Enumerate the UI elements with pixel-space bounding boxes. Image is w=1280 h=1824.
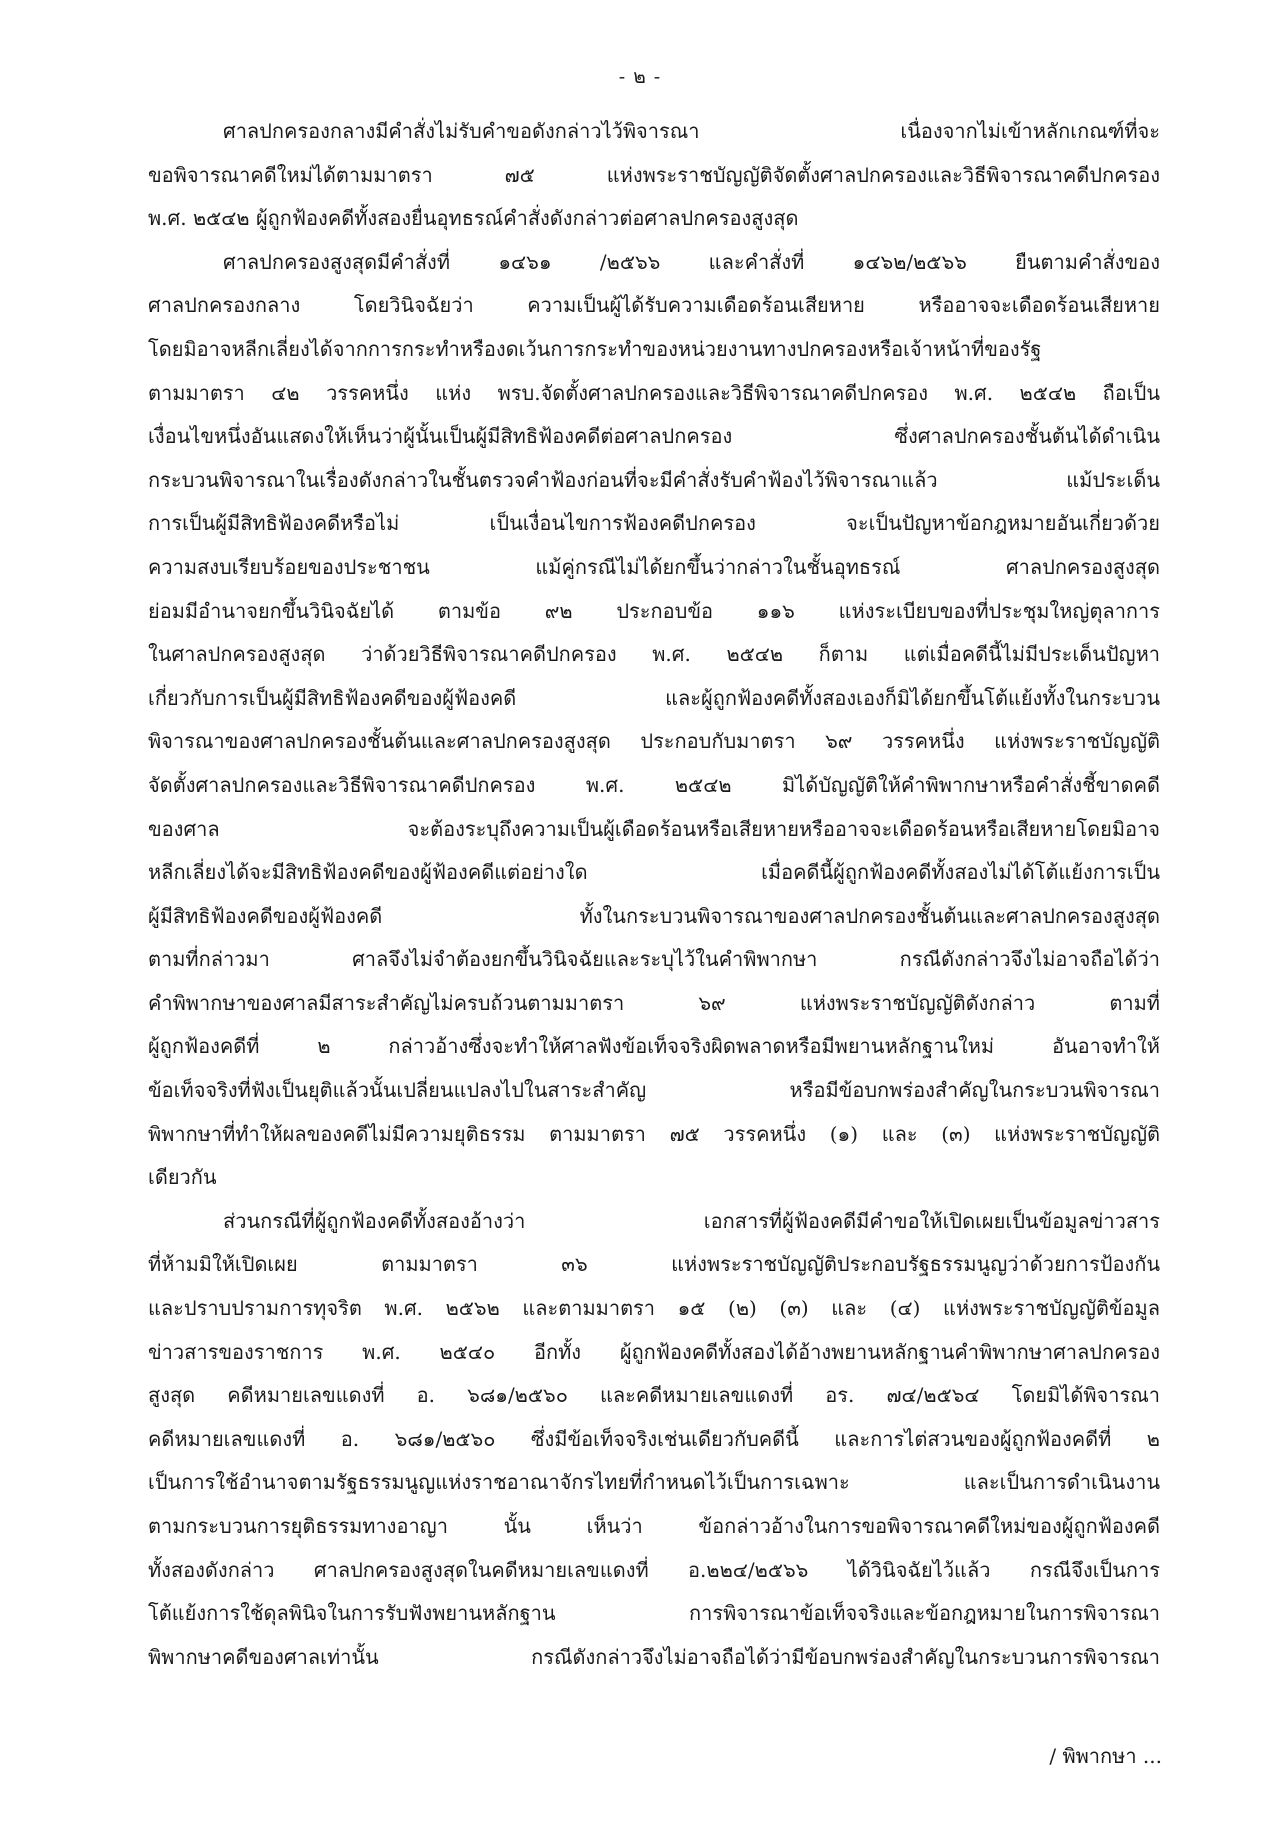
text-line: ตามกระบวนการยุติธรรมทางอาญา นั้น เห็นว่า ข้อกล่าวอ้างในการขอพิจารณาคดีใหม่ของผู้ถูกฟ้องคดี [148,1514,1160,1538]
text-line: หลีกเลี่ยงได้จะมีสิทธิฟ้องคดีของผู้ฟ้องคดีแต่อย่างใด เมื่อคดีนี้ผู้ถูกฟ้องคดีทั้งสองไม่ได้โต้แย้งการเป็น [148,860,1160,885]
continuation-marker: / พิพากษา ... [1049,1744,1162,1768]
text-line: ขอพิจารณาคดีใหม่ได้ตามมาตรา ๗๕ แห่งพระราชบัญญัติจัดตั้งศาลปกครองและวิธีพิจารณาคดีปกครอง [148,162,1160,187]
text-line: ส่วนกรณีที่ผู้ถูกฟ้องคดีทั้งสองอ้างว่า เอกสารที่ผู้ฟ้องคดีมีคำขอให้เปิดเผยเป็นข้อมูลข่าวสาร [223,1208,1160,1233]
text-line: เป็นการใช้อำนาจตามรัฐธรรมนูญแห่งราชอาณาจักรไทยที่กำหนดไว้เป็นการเฉพาะ และเป็นการดำเนินงาน [148,1470,1160,1495]
text-line: ในศาลปกครองสูงสุด ว่าด้วยวิธีพิจารณาคดีปกครอง พ.ศ. ๒๕๔๒ ก็ตาม แต่เมื่อคดีนี้ไม่มีประเด็นปัญหา [148,642,1160,667]
text-line: ผู้มีสิทธิฟ้องคดีของผู้ฟ้องคดี ทั้งในกระบวนพิจารณาของศาลปกครองชั้นต้นและศาลปกครองสูงสุด [148,903,1160,928]
text-line: ข้อเท็จจริงที่ฟังเป็นยุติแล้วนั้นเปลี่ยนแปลงไปในสาระสำคัญ หรือมีข้อบกพร่องสำคัญในกระบวนพิจารณา [148,1078,1160,1103]
text-line: ศาลปกครองกลางมีคำสั่งไม่รับคำขอดังกล่าวไว้พิจารณา เนื่องจากไม่เข้าหลักเกณฑ์ที่จะ [223,119,1160,143]
text-line: สูงสุด คดีหมายเลขแดงที่ อ. ๖๘๑/๒๕๖๐ และคดีหมายเลขแดงที่ อร. ๗๔/๒๕๖๔ โดยมิได้พิจารณา [148,1383,1160,1408]
text-line: ตามมาตรา ๔๒ วรรคหนึ่ง แห่ง พรบ.จัดตั้งศาลปกครองและวิธีพิจารณาคดีปกครอง พ.ศ. ๒๕๔๒ ถือเป็น [148,380,1160,405]
text-line: ความสงบเรียบร้อยของประชาชน แม้คู่กรณีไม่ได้ยกขึ้นว่ากล่าวในชั้นอุทธรณ์ ศาลปกครองสูงสุด [148,554,1160,579]
text-line: ข่าวสารของราชการ พ.ศ. ๒๕๔๐ อีกทั้ง ผู้ถูกฟ้องคดีทั้งสองได้อ้างพยานหลักฐานคำพิพากษาศาลปกครอง [148,1339,1160,1364]
text-line: ที่ห้ามมิให้เปิดเผย ตามมาตรา ๓๖ แห่งพระราชบัญญัติประกอบรัฐธรรมนูญว่าด้วยการป้องกัน [148,1252,1160,1277]
text-line: และปราบปรามการทุจริต พ.ศ. ๒๕๖๒ และตามมาตรา ๑๕ (๒) (๓) และ (๔) แห่งพระราชบัญญัติข้อมูล [148,1296,1160,1321]
text-line: ของศาล จะต้องระบุถึงความเป็นผู้เดือดร้อนหรือเสียหายหรืออาจจะเดือดร้อนหรือเสียหายโดยมิอาจ [148,816,1160,841]
text-line: จัดตั้งศาลปกครองและวิธีพิจารณาคดีปกครอง พ.ศ. ๒๕๔๒ มิได้บัญญัติให้คำพิพากษาหรือคำสั่งชี้ขาดคดี [148,772,1160,797]
text-line: ย่อมมีอำนาจยกขึ้นวินิจฉัยได้ ตามข้อ ๙๒ ประกอบข้อ ๑๑๖ แห่งระเบียบของที่ประชุมใหญ่ตุลาการ [148,598,1160,623]
text-line: โต้แย้งการใช้ดุลพินิจในการรับฟังพยานหลักฐาน การพิจารณาข้อเท็จจริงและข้อกฎหมายในการพิจารณา [148,1601,1160,1626]
text-line: พ.ศ. ๒๕๔๒ ผู้ถูกฟ้องคดีทั้งสองยื่นอุทธรณ์คำสั่งดังกล่าวต่อศาลปกครองสูงสุด [148,206,799,231]
text-line: ผู้ถูกฟ้องคดีที่ ๒ กล่าวอ้างซึ่งจะทำให้ศาลฟังข้อเท็จจริงผิดพลาดหรือมีพยานหลักฐานใหม่ อันอาจทำให้ [148,1034,1160,1059]
text-line: ศาลปกครองสูงสุดมีคำสั่งที่ ๑๔๖๑ /๒๕๖๖ และคำสั่งที่ ๑๔๖๒/๒๕๖๖ ยืนตามคำสั่งของ [223,249,1160,274]
paragraph-supreme-court-ruling [148,241,1160,1200]
text-line: คดีหมายเลขแดงที่ อ. ๖๘๑/๒๕๖๐ ซึ่งมีข้อเท็จจริงเช่นเดียวกับคดีนี้ และการไต่สวนของผู้ถูกฟ้องคดีที่ ๒ [148,1426,1160,1451]
text-line: เกี่ยวกับการเป็นผู้มีสิทธิฟ้องคดีของผู้ฟ้องคดี และผู้ถูกฟ้องคดีทั้งสองเองก็มิได้ยกขึ้นโต้แย้งทั้งในกระบวน [148,685,1160,710]
page-number: - ๒ - [618,66,662,88]
text-line: กระบวนพิจารณาในเรื่องดังกล่าวในชั้นตรวจคำฟ้องก่อนที่จะมีคำสั่งรับคำฟ้องไว้พิจารณาแล้ว แม้ประเด็น [148,467,1160,492]
text-line: การเป็นผู้มีสิทธิฟ้องคดีหรือไม่ เป็นเงื่อนไขการฟ้องคดีปกครอง จะเป็นปัญหาข้อกฎหมายอันเกี่ยวด้วย [148,511,1160,536]
paragraph-court-order-rejection [148,110,1160,241]
text-line: พิพากษาที่ทำให้ผลของคดีไม่มีความยุติธรรม ตามมาตรา ๗๕ วรรคหนึ่ง (๑) และ (๓) แห่งพระราชบัญญัติ [148,1121,1160,1146]
text-line: พิจารณาของศาลปกครองชั้นต้นและศาลปกครองสูงสุด ประกอบกับมาตรา ๖๙ วรรคหนึ่ง แห่งพระราชบัญญัติ [148,729,1160,754]
document-body [148,110,1160,1679]
text-line: เงื่อนไขหนึ่งอันแสดงให้เห็นว่าผู้นั้นเป็นผู้มีสิทธิฟ้องคดีต่อศาลปกครอง ซึ่งศาลปกครองชั้นต้นได้ดำเนิน [148,424,1160,449]
text-line: พิพากษาคดีของศาลเท่านั้น กรณีดังกล่าวจึงไม่อาจถือได้ว่ามีข้อบกพร่องสำคัญในกระบวนการพิจารณา [148,1644,1160,1669]
text-line: โดยมิอาจหลีกเลี่ยงได้จากการกระทำหรืองดเว้นการกระทำของหน่วยงานทางปกครองหรือเจ้าหน้าที่ของรัฐ [148,336,1042,361]
text-line: ตามที่กล่าวมา ศาลจึงไม่จำต้องยกขึ้นวินิจฉัยและระบุไว้ในคำพิพากษา กรณีดังกล่าวจึงไม่อาจถือได้ว่า [148,947,1160,972]
text-line: เดียวกัน [148,1165,217,1190]
paragraph-defendants-claim [148,1200,1160,1680]
text-line: ศาลปกครองกลาง โดยวินิจฉัยว่า ความเป็นผู้ได้รับความเดือดร้อนเสียหาย หรืออาจจะเดือดร้อนเสียหาย [148,293,1160,318]
text-line: ทั้งสองดังกล่าว ศาลปกครองสูงสุดในคดีหมายเลขแดงที่ อ.๒๒๔/๒๕๖๖ ได้วินิจฉัยไว้แล้ว กรณีจึงเป็นการ [148,1557,1160,1582]
text-line: คำพิพากษาของศาลมีสาระสำคัญไม่ครบถ้วนตามมาตรา ๖๙ แห่งพระราชบัญญัติดังกล่าว ตามที่ [148,990,1160,1015]
